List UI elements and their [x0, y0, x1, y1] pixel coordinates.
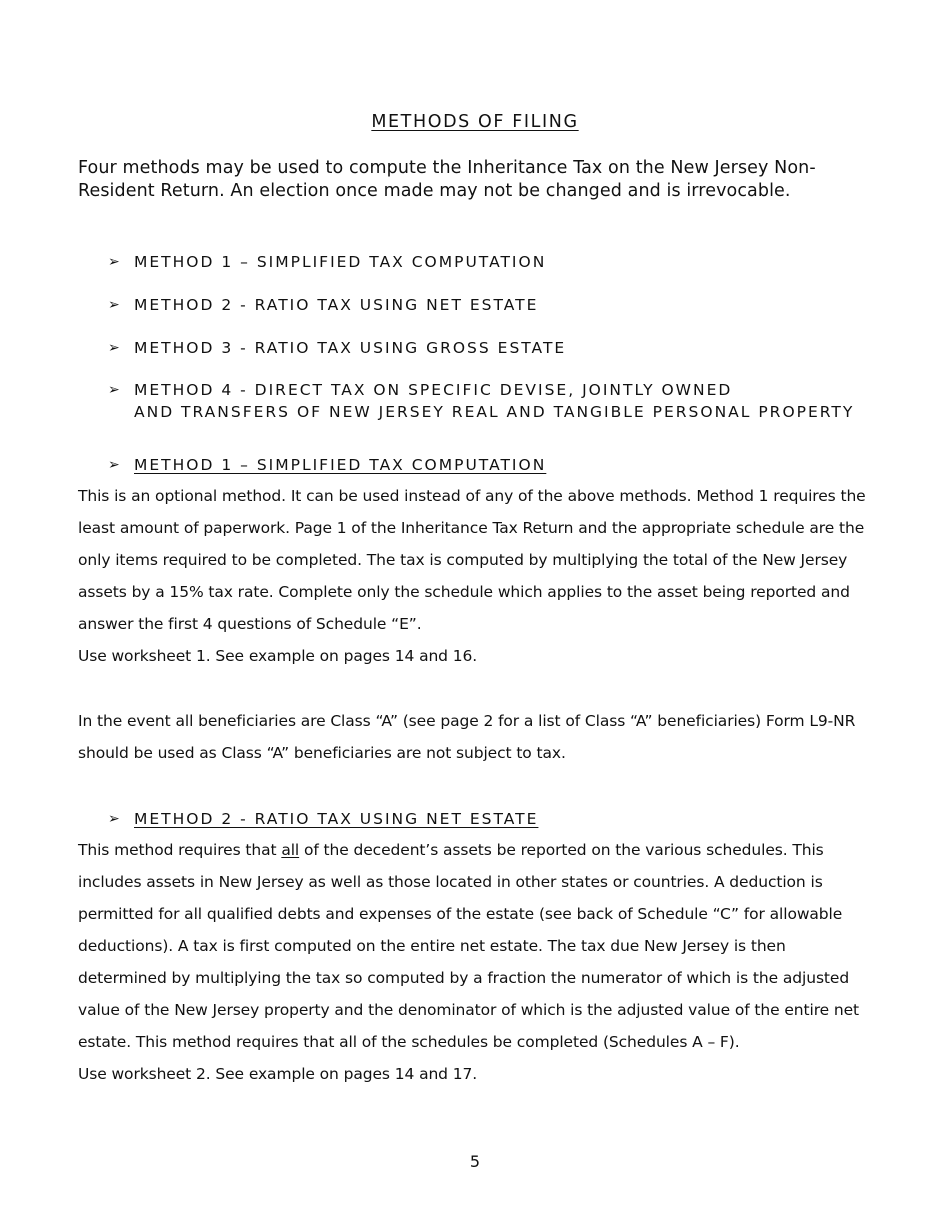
class-a-paragraph: In the event all beneficiaries are Class “A” (see page 2 for a list of Class “A” beneficiaries) Form L9-NR should be used as Class “A” beneficiaries are not subject to tax.	[78, 712, 856, 762]
arrow-bullet-icon: ➢	[108, 297, 120, 313]
arrow-bullet-icon: ➢	[108, 382, 120, 398]
method-label: METHOD 4 - DIRECT TAX ON SPECIFIC DEVISE, JOINTLY OWNED	[134, 381, 733, 399]
arrow-bullet-icon: ➢	[108, 457, 120, 473]
class-a-note	[78, 705, 878, 769]
method-label-continued: AND TRANSFERS OF NEW JERSEY REAL AND TANGIBLE PERSONAL PROPERTY	[134, 403, 855, 421]
section-2-body	[78, 834, 878, 1090]
section-2-paragraph	[78, 834, 878, 1058]
section-1-paragraph: This is an optional method. It can be used instead of any of the above methods. Method 1 requires the least amount of paperwork. Page 1 of the Inheritance Tax Return and the appropriate schedule are the only items required to be completed. The tax is computed by multiplying the total of the New Jersey assets by a 15% tax rate. Complete only the schedule which applies to the asset being reported and answer the first 4 questions of Schedule “E”.	[78, 487, 866, 633]
page-title	[0, 112, 950, 132]
section-1-body	[78, 480, 878, 672]
paragraph-text-start: This method requires that	[78, 841, 282, 859]
section-heading-text: METHOD 2 - RATIO TAX USING NET ESTATE	[134, 810, 539, 828]
section-heading-text: METHOD 1 – SIMPLIFIED TAX COMPUTATION	[134, 456, 547, 474]
paragraph-text-rest: of the decedent’s assets be reported on the various schedules. This includes assets in New Jersey as well as those located in other states or countries. A deduction is permitted for all qualified debts and expenses of the estate (see back of Schedule “C” for allowable deductions). A tax is first computed on the entire net estate. The tax due New Jersey is then determined by multiplying the tax so computed by a fraction the numerator of which is the adjusted value of the New Jersey property and the denominator of which is the adjusted value of the entire net estate. This method requires that all of the schedules be completed (Schedules A – F).	[78, 841, 860, 1051]
method-label: METHOD 3 - RATIO TAX USING GROSS ESTATE	[134, 339, 567, 357]
method-label: METHOD 1 – SIMPLIFIED TAX COMPUTATION	[134, 253, 547, 271]
page-number: 5	[469, 1152, 481, 1171]
section-2-worksheet-note: Use worksheet 2. See example on pages 14 and 17.	[78, 1065, 478, 1083]
arrow-bullet-icon: ➢	[108, 254, 120, 270]
underlined-word-all: all	[281, 841, 300, 859]
intro-paragraph: Four methods may be used to compute the Inheritance Tax on the New Jersey Non-Resident Return. An election once made may not be changed and is irrevocable.	[78, 158, 816, 201]
section-1-worksheet-note: Use worksheet 1. See example on pages 14 and 16.	[78, 647, 478, 665]
page-title-text: METHODS OF FILING	[371, 112, 579, 132]
arrow-bullet-icon: ➢	[108, 811, 120, 827]
arrow-bullet-icon: ➢	[108, 340, 120, 356]
method-label: METHOD 2 - RATIO TAX USING NET ESTATE	[134, 296, 539, 314]
